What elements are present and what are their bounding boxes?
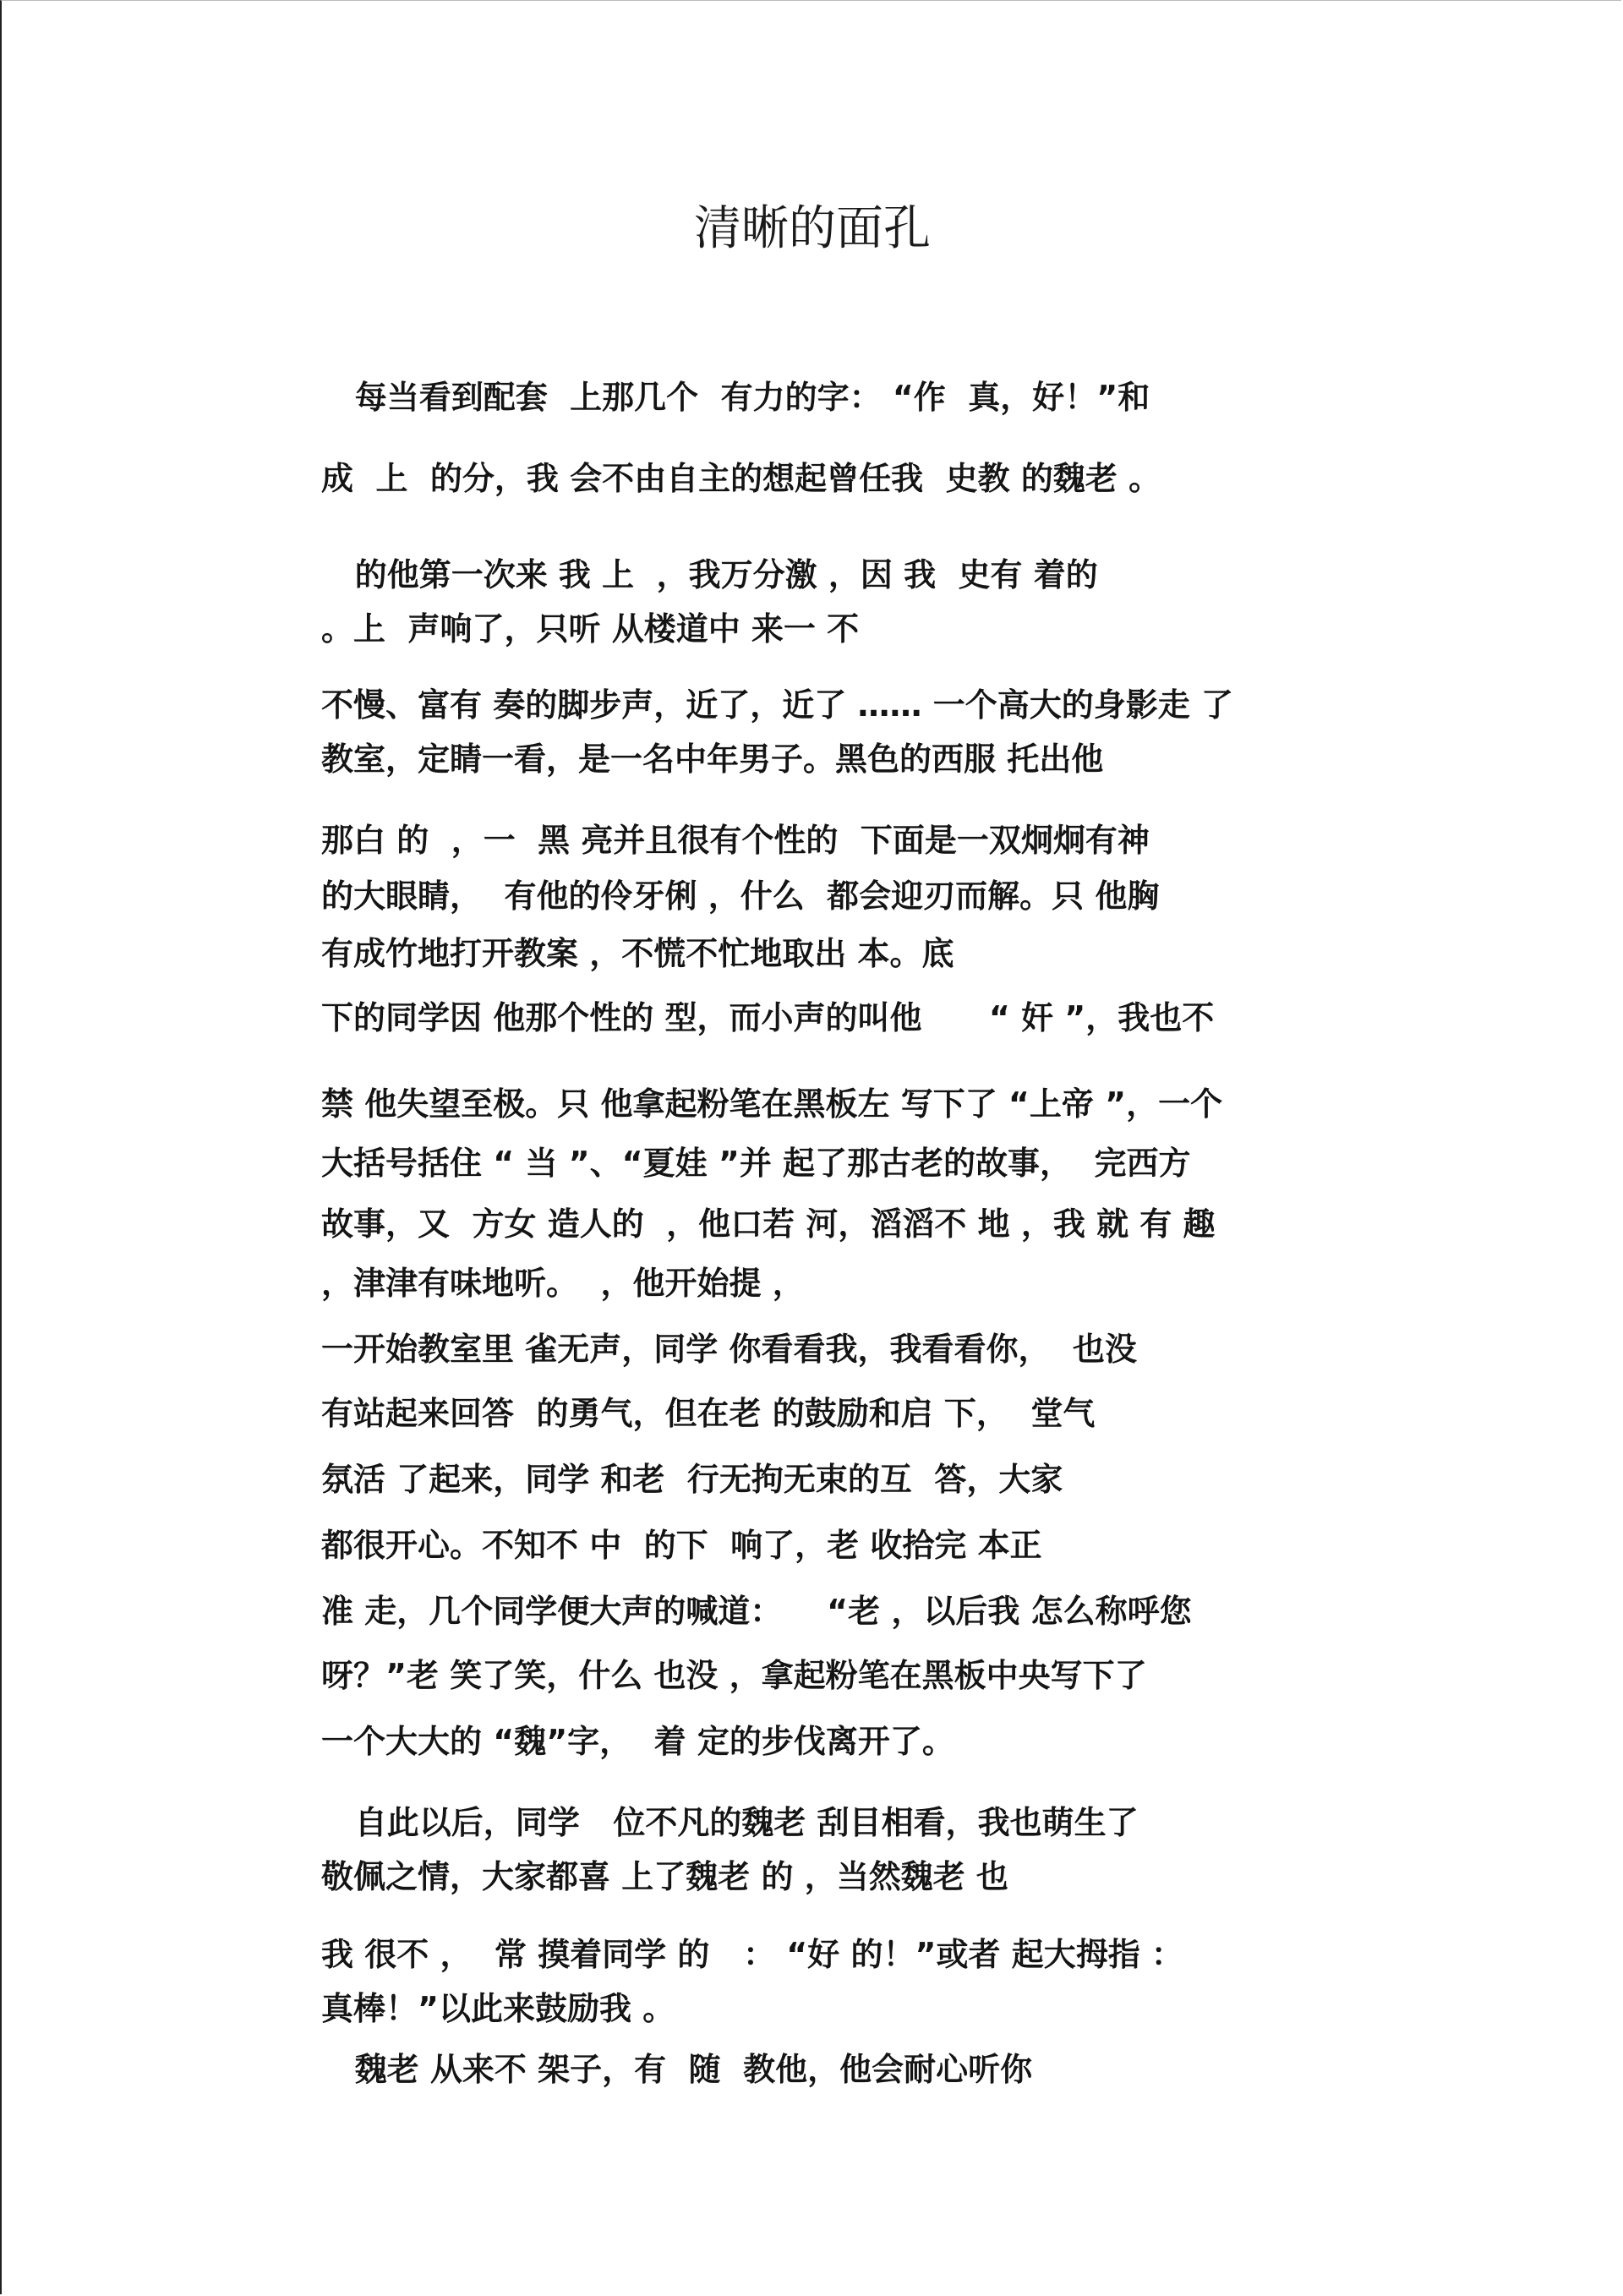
text-line: 禁 他失望至极。只 他拿起粉笔在黑板左 写下了 “上帝 ”，一个 xyxy=(321,1085,1223,1123)
text-line: 的他第一次来 我 上 ，我万分激 ，因 我 史有 着的 xyxy=(321,556,1098,593)
text-line: 每当看到配套 上那几个 有力的字： “作 真，好！”和 xyxy=(321,379,1150,416)
text-line: 有站起来回答 的勇气，但在老 的鼓励和启 下， 堂气 xyxy=(321,1395,1096,1432)
text-line: 真棒！”以此来鼓励我 。 xyxy=(321,1990,675,2027)
text-line: 魏老 从来不 架子，有 随 教他，他会耐心听你 xyxy=(321,2051,1033,2088)
text-line: 自此以后，同学 位不凡的魏老 刮目相看，我也萌生了 xyxy=(321,1804,1139,1841)
text-line: ，津津有味地听。 ，他开始提 ， xyxy=(321,1265,805,1302)
text-line: 敬佩之情，大家都喜 上了魏老 的 ，当然魏老 也 xyxy=(321,1858,1008,1895)
text-line: 大括号括住 “ 当 ”、“夏娃 ”并 起了那古老的故事， 完西方 xyxy=(321,1145,1191,1182)
text-line: 下的同学因 他那个性的 型，而小声的叫他 “ 奸 ”，我也不 xyxy=(321,999,1215,1036)
document-title: 清晰的面孔 xyxy=(694,201,931,256)
text-line: 。上 声响了，只听 从楼道中 来一 不 xyxy=(321,610,860,648)
text-line: 氛活 了起来，同学 和老 行无拘无束的互 答，大家 xyxy=(321,1461,1063,1498)
text-line: 的大眼睛， 有他的伶牙俐 ，什么 都会迎刃而解。只 他胸 xyxy=(321,877,1160,915)
text-line: 我 很不 ， 常 摸着同学 的 ： “好 的！”或者 起大拇指 ： xyxy=(321,1936,1183,1973)
text-line: 准 走，几个同学便大声的喊道： “老 ，以后我 怎么称呼您 xyxy=(321,1593,1192,1630)
text-line: 那白 的 ，一 黑 亮并且很有个性的 下面是一双炯炯有神 xyxy=(321,822,1150,859)
text-line: 不慢、富有 奏的脚步声，近了，近了 …… 一个高大的身影走 了 xyxy=(321,686,1233,724)
text-line: 有成竹地打开教案 ，不慌不忙地取出 本。底 xyxy=(321,935,954,972)
text-line: 呀？”老 笑了笑，什么 也没 ，拿起粉笔在黑板中央写下了 xyxy=(321,1657,1147,1694)
text-line: 成 上 的分，我 会不由自主的想起曾任我 史教 的魏老 。 xyxy=(321,460,1161,497)
text-line: 都很开心。不知不 中 的下 响了，老 收拾完 本正 xyxy=(321,1527,1042,1564)
text-line: 一开始教室里 雀无声，同学 你看看我，我看看你， 也没 xyxy=(321,1331,1137,1368)
text-line: 一个大大的 “魏”字， 着 定的步伐离开了。 xyxy=(321,1723,954,1760)
text-line: 教室，定睛一看，是一名中年男子。黑色的西服 托出他 xyxy=(321,741,1104,778)
text-line: 故事，又 方女 造人的 ，他口若 河，滔滔不 地 ，我 就 有 趣 xyxy=(321,1205,1216,1243)
